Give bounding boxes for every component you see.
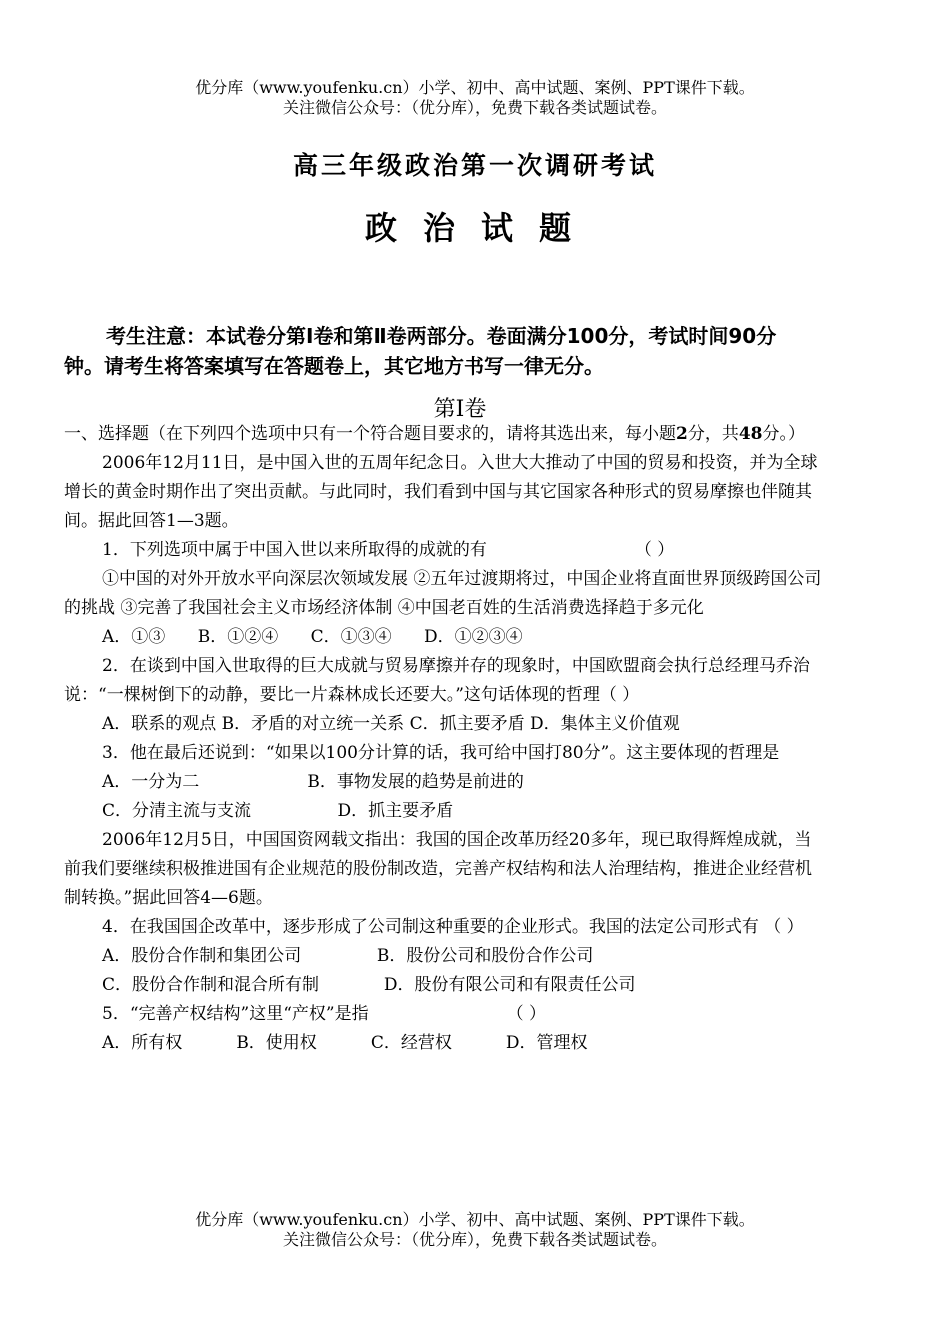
footer-line-2: 关注微信公众号：（优分库），免费下载各类试题试卷。 bbox=[282, 1230, 667, 1249]
volume-heading: 第Ⅰ卷 bbox=[433, 397, 487, 422]
exam-subtitle: 政治试题 bbox=[364, 209, 597, 247]
header-line-1: 优分库（www.youfenku.cn）小学、初中、高中试题、案例、PPT课件下载。 bbox=[195, 78, 755, 97]
candidate-notice: 考生注意：本试卷分第Ⅰ卷和第Ⅱ卷两部分。卷面满分100分，考试时间90分钟。请考生将答案填写在答题卷上，其它地方书写一律无分。 bbox=[64, 324, 777, 378]
question-3-options-row-2: C．分清主流与支流 D．抓主要矛盾 bbox=[102, 801, 454, 821]
header-line-2: 关注微信公众号：（优分库），免费下载各类试题试卷。 bbox=[282, 98, 667, 117]
question-5: 5．“完善产权结构”这里“产权”是指 （ ） bbox=[64, 1000, 824, 1029]
answer-paren-5: （ ） bbox=[506, 1004, 546, 1024]
question-2-options: A．联系的观点 B．矛盾的对立统一关系 C．抓主要矛盾 D．集体主义价值观 bbox=[102, 714, 680, 734]
question-1-statements: ①中国的对外开放水平向深层次领域发展 ②五年过渡期将过，中国企业将直面世界顶级跨国公司的挑战 ③完善了我国社会主义市场经济体制 ④中国老百姓的生活消费选择趋于多元化 bbox=[64, 569, 822, 618]
question-3: 3．他在最后还说到：“如果以100分计算的话，我可给中国打80分”。这主要体现的哲理是 bbox=[102, 743, 780, 763]
material-1: 2006年12月11日，是中国入世的五周年纪念日。入世大大推动了中国的贸易和投资，并为全球增长的黄金时期作出了突出贡献。与此同时，我们看到中国与其它国家各种形式的贸易摩擦也伴随其间。据此回答1—3题。 bbox=[64, 453, 818, 531]
question-body bbox=[64, 420, 824, 1058]
question-1-options: A．①③ B．①②④ C．①③④ D．①②③④ bbox=[102, 627, 523, 647]
material-2: 2006年12月5日，中国国资网载文指出：我国的国企改革历经20多年，现已取得辉煌成就，当前我们要继续积极推进国有企业规范的股份制改造，完善产权结构和法人治理结构，推进企业经营机制转换。”据此回答4—6题。 bbox=[64, 830, 812, 908]
question-5-options: A．所有权 B．使用权 C．经营权 D．管理权 bbox=[102, 1033, 588, 1053]
section-intro: 一、选择题（在下列四个选项中只有一个符合题目要求的，请将其选出来，每小题2分，共48分。） bbox=[64, 424, 806, 444]
question-4: 4．在我国国企改革中，逐步形成了公司制这种重要的企业形式。我国的法定公司形式有 （ ） bbox=[102, 917, 804, 937]
question-4-options-row-2: C．股份合作制和混合所有制 D．股份有限公司和有限责任公司 bbox=[102, 975, 636, 995]
question-4-options-row-1: A．股份合作制和集团公司 B．股份公司和股份合作公司 bbox=[102, 946, 594, 966]
question-1: 1．下列选项中属于中国入世以来所取得的成就的有 （ ） bbox=[64, 536, 824, 565]
question-3-options-row-1: A．一分为二 B．事物发展的趋势是前进的 bbox=[102, 772, 524, 792]
answer-paren-1: （ ） bbox=[634, 540, 675, 560]
exam-title: 高三年级政治第一次调研考试 bbox=[292, 151, 657, 180]
footer-line-1: 优分库（www.youfenku.cn）小学、初中、高中试题、案例、PPT课件下载。 bbox=[195, 1210, 755, 1229]
question-2: 2．在谈到中国入世取得的巨大成就与贸易摩擦并存的现象时，中国欧盟商会执行总经理马乔治说：“一棵树倒下的动静，要比一片森林成长还要大。”这句话体现的哲理（ ） bbox=[64, 656, 810, 705]
